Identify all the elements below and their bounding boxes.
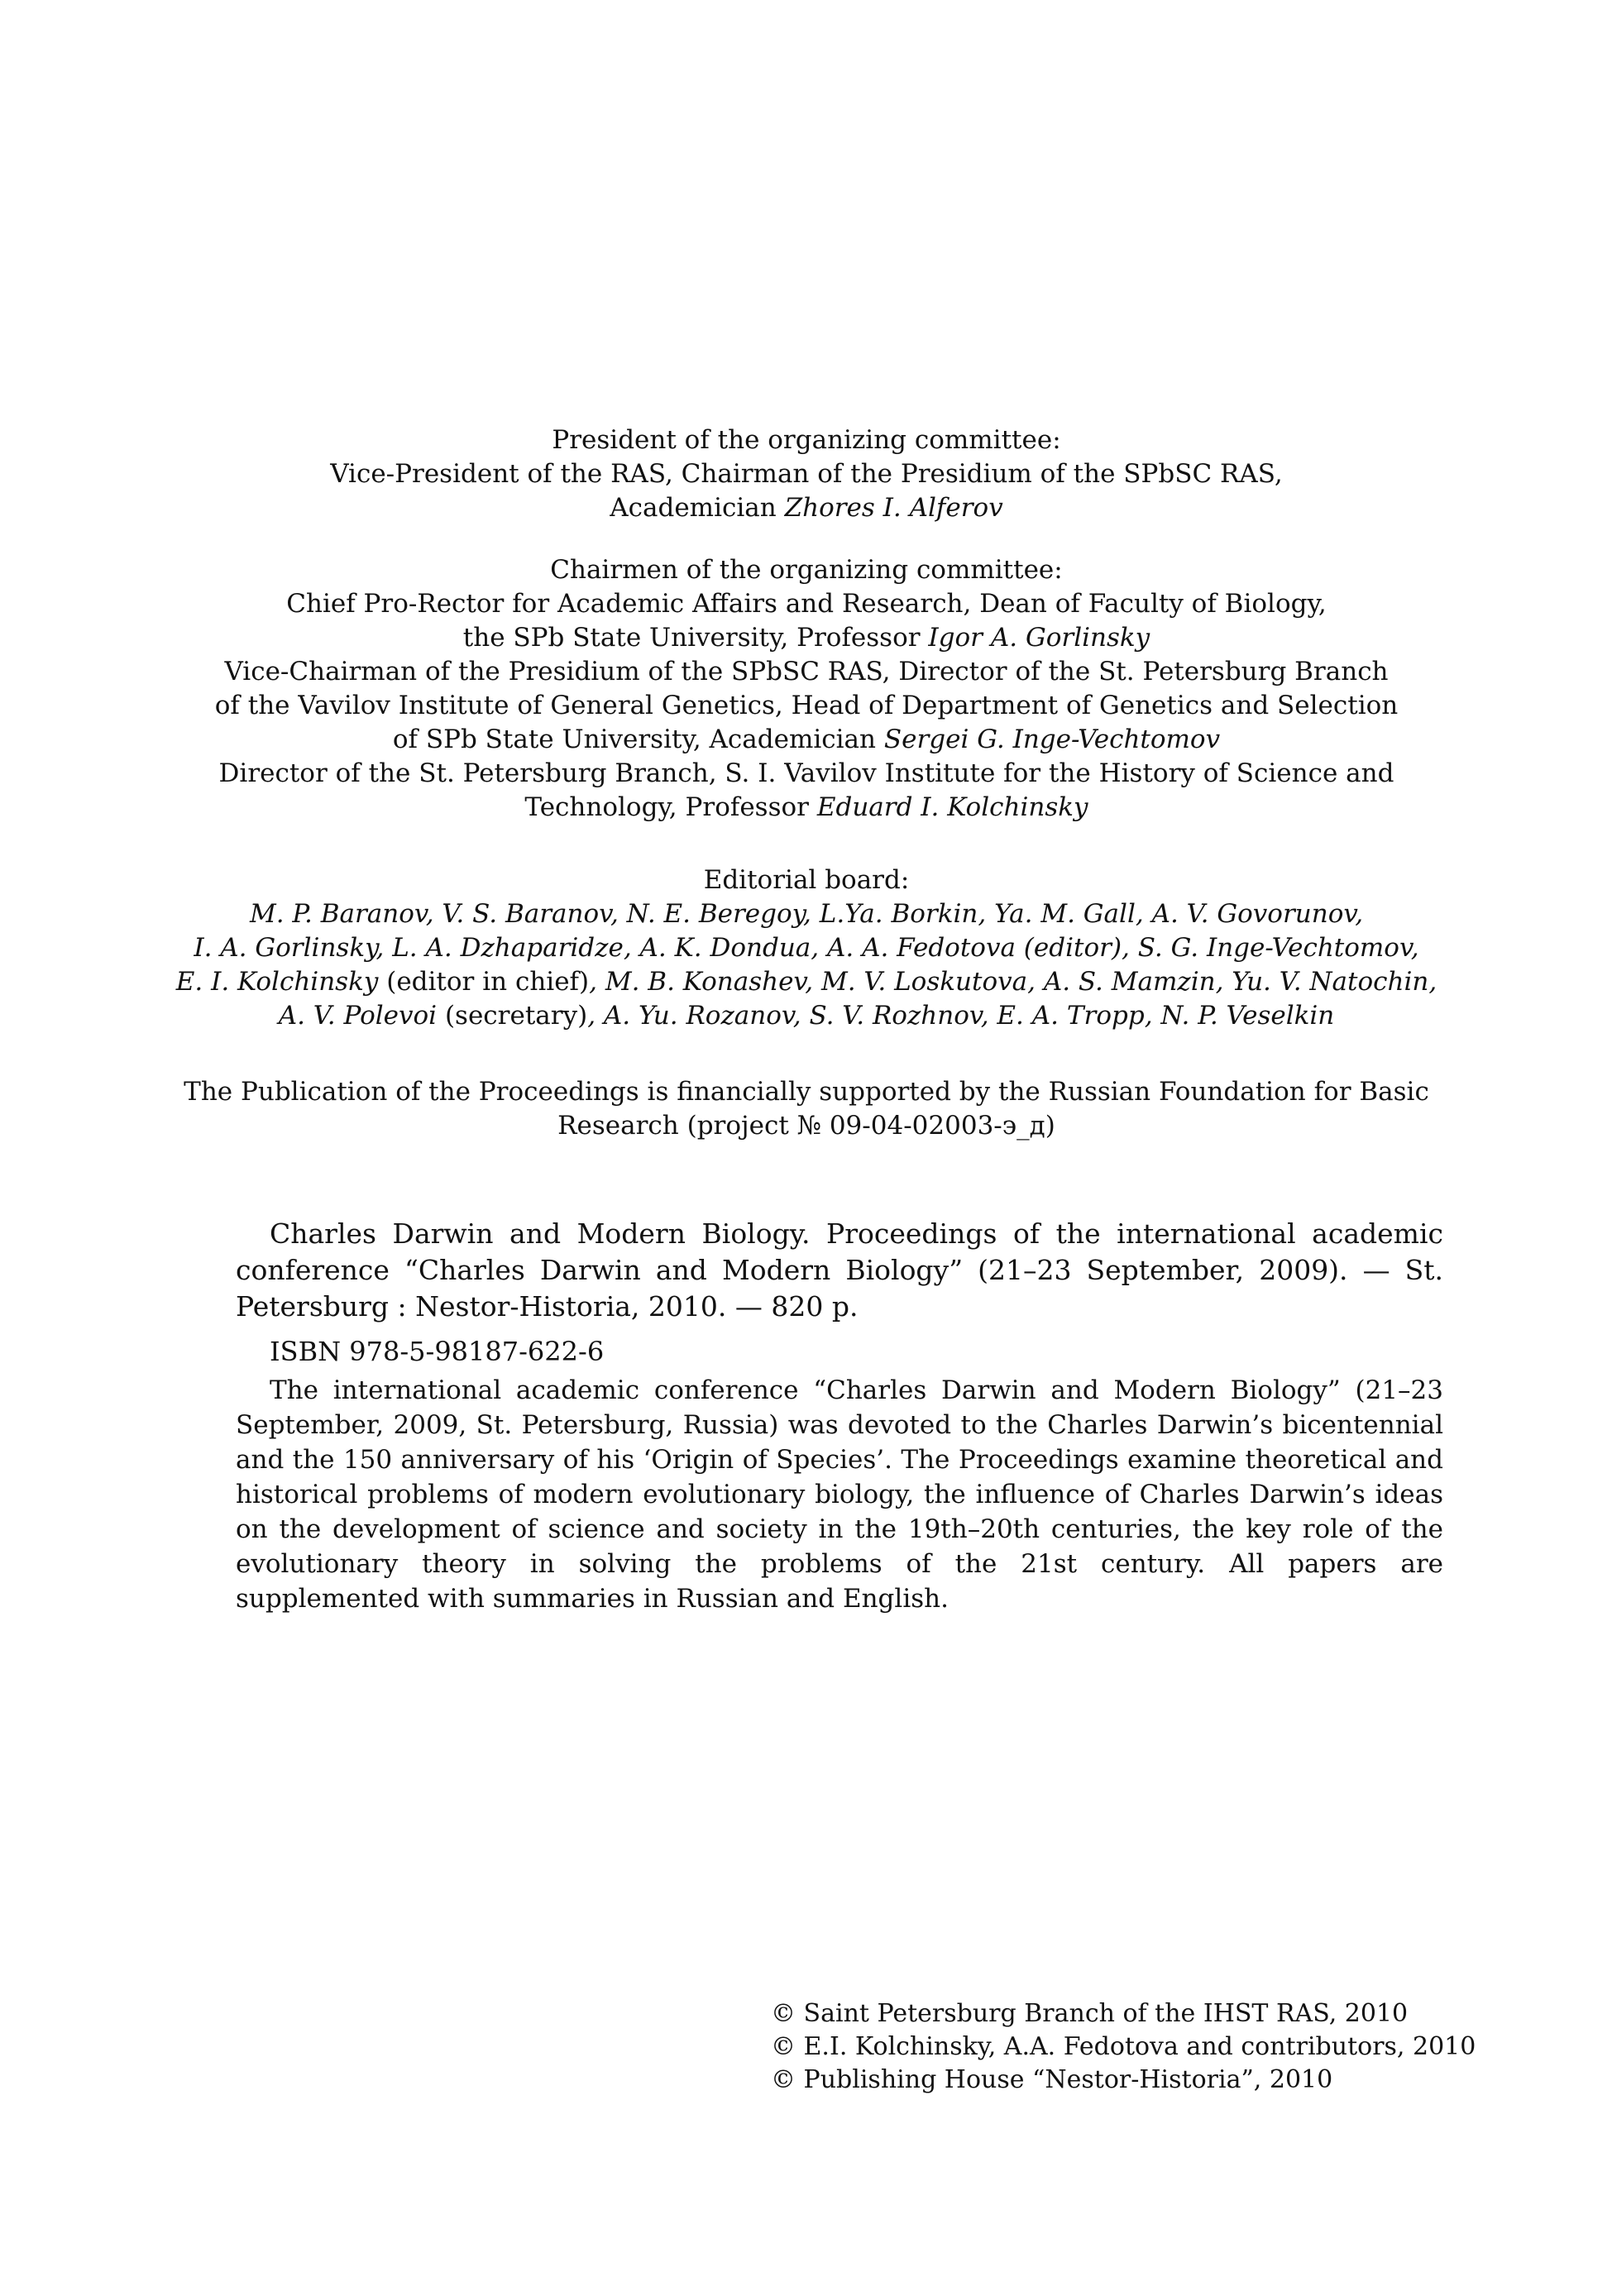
copyright-notices (771, 1997, 1476, 2097)
bibliographic-citation (236, 1216, 1443, 1325)
copyright-line: © E.I. Kolchinsky, A.A. Fedotova and contributors, 2010 (771, 2032, 1476, 2061)
chairmen-text: of SPb State University, Academician (392, 725, 884, 754)
abstract-text: The international academic conference “Charles Darwin and Modern Biology” (21–23 September, 2009, St. Petersburg, Russia) was devoted to the Charles Darwin’s bicentennial and the 150 anniversary of his ‘Origin of Species’. The Proceedings examine theoretical and historical problems of modern evolutionary biology, the influence of Charles Darwin’s ideas on the development of science and society in the 19th–20th centuries, the key role of the evolutionary theory in solving the problems of the 21st century. All papers are supplemented with summaries in Russian and English. (236, 1375, 1443, 1614)
person-name: Zhores I. Alferov (784, 493, 1003, 523)
chairmen-line (132, 791, 1480, 825)
committee-line: Vice-President of the RAS, Chairman of the Presidium of the SPbSC RAS, (330, 459, 1283, 489)
chairmen-line: Vice-Chairman of the Presidium of the SPbSC RAS, Director of the St. Petersburg Branch (224, 657, 1389, 686)
committee-title: Academician (610, 493, 785, 523)
editorial-line (132, 897, 1480, 931)
chairmen-line: of the Vavilov Institute of General Genetics, Head of Department of Genetics and Selection (214, 691, 1399, 720)
editor-names: A. V. Polevoi (278, 1001, 438, 1031)
person-name: Sergei G. Inge-Vechtomov (883, 725, 1221, 754)
editor-names: I. A. Gorlinsky, L. A. Dzhaparidze, A. K. Dondua, A. A. Fedotova (editor), S. G. Inge-Vechtomov, (194, 933, 1419, 963)
editor-names: E. I. Kolchinsky (175, 967, 379, 997)
chairmen-line: Chief Pro-Rector for Academic Affairs and Research, Dean of Faculty of Biology, (286, 589, 1327, 619)
person-name: Eduard I. Kolchinsky (816, 792, 1088, 822)
editor-names: , A. Yu. Rozanov, S. V. Rozhnov, E. A. Tropp, N. P. Veselkin (587, 1001, 1335, 1031)
editor-names: , M. B. Konashev, M. V. Loskutova, A. S. Mamzin, Yu. V. Natochin, (589, 967, 1437, 997)
editorial-line (132, 931, 1480, 965)
chairmen-heading: Chairmen of the organizing committee: (550, 555, 1063, 585)
funding-line: Research (project № 09-04-02003-э_д) (557, 1111, 1055, 1141)
abstract (236, 1373, 1443, 1616)
committee-line (132, 491, 1480, 525)
editorial-line (132, 999, 1480, 1033)
organizing-committee-chairmen (132, 553, 1480, 825)
copyright-line: © Saint Petersburg Branch of the IHST RAS, 2010 (771, 1999, 1409, 2028)
chairmen-line: Director of the St. Petersburg Branch, S. I. Vavilov Institute for the History of Science and (218, 758, 1394, 788)
funding-note (132, 1075, 1480, 1143)
organizing-committee-president (132, 423, 1480, 525)
editorial-heading: Editorial board: (703, 865, 910, 895)
editor-role: (secretary) (437, 1001, 588, 1031)
committee-heading: President of the organizing committee: (552, 425, 1061, 455)
person-name: Igor A. Gorlinsky (928, 623, 1150, 653)
copyright-line: © Publishing House “Nestor-Historia”, 2010 (771, 2065, 1333, 2094)
isbn-text: ISBN 978-5-98187-622-6 (270, 1336, 605, 1367)
editor-names: M. P. Baranov, V. S. Baranov, N. E. Beregoy, L.Ya. Borkin, Ya. M. Gall, A. V. Govorunov, (249, 899, 1364, 929)
chairmen-text: Technology, Professor (524, 792, 817, 822)
citation-text: Charles Darwin and Modern Biology. Proceedings of the international academic conference “Charles Darwin and Modern Biology” (21–23 September, 2009). — St. Petersburg : Nestor-Historia, 2010. — 820 p. (236, 1217, 1443, 1323)
editorial-board (132, 863, 1480, 1033)
chairmen-line (132, 723, 1480, 757)
funding-line: The Publication of the Proceedings is financially supported by the Russian Foundation for Basic (184, 1077, 1429, 1107)
editorial-line (132, 965, 1480, 999)
isbn (236, 1333, 1443, 1370)
editor-role: (editor in chief) (378, 967, 590, 997)
chairmen-line (132, 621, 1480, 655)
chairmen-text: the SPb State University, Professor (462, 623, 929, 653)
